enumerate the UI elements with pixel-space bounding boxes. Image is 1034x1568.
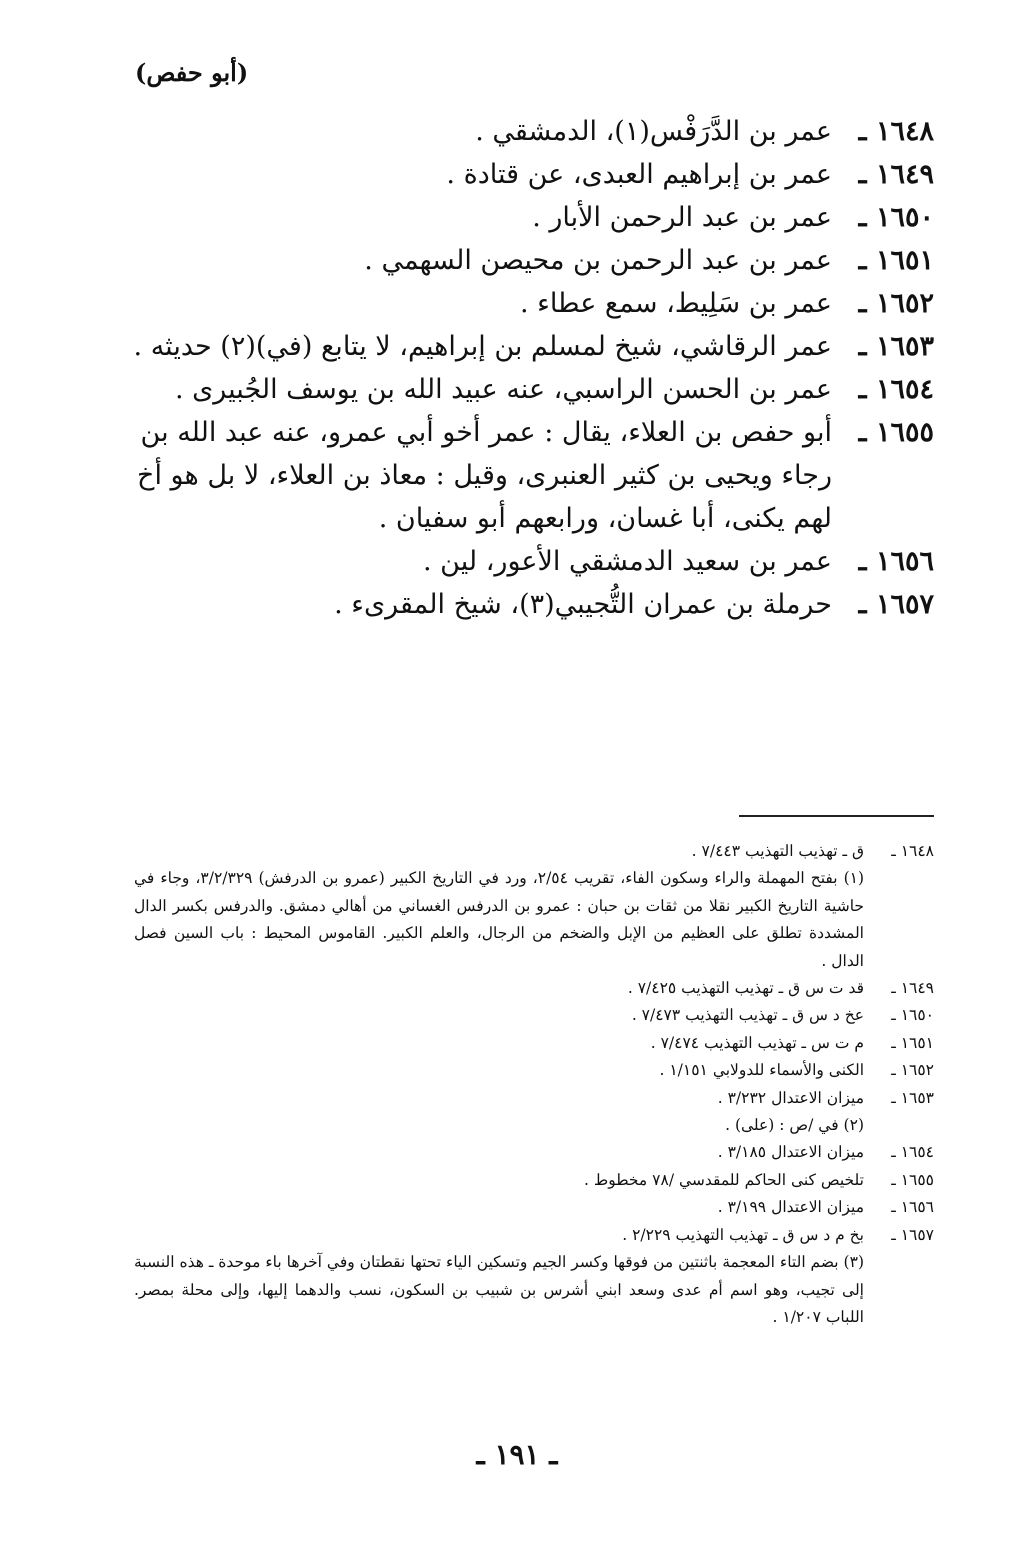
entry-1648 [134,110,934,153]
note-number: ١٦٤٨ ـ [891,842,934,860]
note-number: ١٦٥٦ ـ [891,1198,934,1217]
entry-number: ١٦٥٥ ـ [858,417,934,448]
note-number: ١٦٥٠ ـ [891,1006,934,1025]
note-1654 [134,1139,934,1166]
note-number: ١٦٥٤ ـ [891,1143,934,1162]
note-text: بخ م د س ق ـ تهذيب التهذيب ٢/٢٢٩ . [622,1225,864,1244]
entry-number: ١٦٤٩ ـ [858,159,934,190]
footnote-divider [739,815,934,817]
note-1655 [134,1167,934,1194]
entry-number: ١٦٥٧ ـ [858,589,934,620]
entry-number: ١٦٥٦ ـ [858,546,934,577]
entry-text: عمر بن عبد الرحمن الأبار . [532,202,832,233]
entry-1652 [134,282,934,325]
note-number: ١٦٥٣ ـ [891,1088,934,1107]
entry-number: ١٦٥٤ ـ [858,374,934,405]
entry-1651 [134,239,934,282]
note-number: ١٦٤٩ ـ [891,979,934,998]
entry-number: ١٦٥٢ ـ [858,288,934,319]
note-1650 [134,1002,934,1029]
note-1653 [134,1085,934,1112]
footnote-2: (٢) في /ص : (على) . [725,1116,864,1135]
entry-text: أبو حفص بن العلاء، يقال : عمر أخو أبي عمرو، عنه عبد الله بن رجاء ويحيى بن كثير العنبرى، وقيل : معاذ بن العلاء، لا بل هو أخ لهم يكنى، أبا غسان، ورابعهم أبو سفيان . [137,417,832,534]
footnotes [134,838,934,1331]
entry-text: حرملة بن عمران التُّجيبي(٣)، شيخ المقرىء . [334,589,832,620]
note-text: م ت س ـ تهذيب التهذيب ٧/٤٧٤ . [650,1033,864,1052]
note-text: الكنى والأسماء للدولابي ١/١٥١ . [659,1061,864,1080]
entry-text: عمر بن إبراهيم العبدى، عن قتادة . [446,159,832,190]
note-text: ميزان الاعتدال ٣/٢٣٢ . [717,1088,864,1107]
note-text: تلخيص كنى الحاكم للمقدسي /٧٨ مخطوط . [584,1170,864,1189]
note-text: ميزان الاعتدال ٣/١٩٩ . [717,1198,864,1217]
entry-text: عمر بن سعيد الدمشقي الأعور، لين . [423,546,832,577]
note-1657 [134,1222,934,1249]
entry-number: ١٦٤٨ ـ [858,116,934,147]
entry-text: عمر الرقاشي، شيخ لمسلم بن إبراهيم، لا يتابع (في)(٢) حديثه . [133,331,832,362]
note-1651 [134,1030,934,1057]
entry-1657 [134,583,934,626]
footnote-3: (٣) بضم التاء المعجمة باثنتين من فوقها وكسر الجيم وتسكين الياء تحتها نقطتان وفي آخرها باء موحدة ـ هذه النسبة إلى تجيب، وهو اسم أم عدى وسعد ابني أشرس بن شبيب بن السكون، نسب والدهما إليها، وإلى محلة بمصر. اللباب ١/٢٠٧ . [134,1253,864,1326]
entry-text: عمر بن الحسن الراسبي، عنه عبيد الله بن يوسف الجُبيرى . [174,374,832,405]
entry-1650 [134,196,934,239]
note-number: ١٦٥١ ـ [891,1033,934,1052]
entry-text: عمر بن سَلِيط، سمع عطاء . [519,288,832,319]
note-number: ١٦٥٧ ـ [891,1225,934,1244]
entry-1656 [134,540,934,583]
entry-1653 [134,325,934,368]
note-text: عخ د س ق ـ تهذيب التهذيب ٧/٤٧٣ . [631,1006,864,1025]
entry-number: ١٦٥٣ ـ [858,331,934,362]
note-1649 [134,975,934,1002]
entry-number: ١٦٥١ ـ [858,245,934,276]
entries-list [134,110,934,626]
entry-text: عمر بن عبد الرحمن بن محيصن السهمي . [364,245,832,276]
note-1656 [134,1194,934,1221]
entry-1655 [134,411,934,540]
entry-text: عمر بن الدَّرَفْس(١)، الدمشقي . [475,116,832,147]
note-1652 [134,1057,934,1084]
entry-1654 [134,368,934,411]
note-text: ميزان الاعتدال ٣/١٨٥ . [717,1143,864,1162]
note-1648 [134,838,934,865]
footnote-1: (١) بفتح المهملة والراء وسكون الفاء، تقريب ٢/٥٤، ورد في التاريخ الكبير (عمرو بن الدرفش) ٣/٢/٣٢٩، وجاء في حاشية التاريخ الكبير نقلا من ثقات بن حبان : عمرو بن الدرفس الغساني من أهالي دمشق. والدرفس بكسر الدال المشددة تطلق على العظيم من الإبل والضخم من الرجال، والعلم الكبير. القاموس المحيط : باب السين فصل الدال . [134,869,865,970]
note-number: ١٦٥٢ ـ [891,1061,934,1080]
running-header: (أبو حفص) [135,58,249,87]
entry-1649 [134,153,934,196]
page-number: ـ ١٩١ ـ [476,1438,558,1471]
note-text: قد ت س ق ـ تهذيب التهذيب ٧/٤٢٥ . [627,979,864,998]
note-text: ق ـ تهذيب التهذيب ٧/٤٤٣ . [691,842,864,860]
entry-number: ١٦٥٠ ـ [858,202,934,233]
note-number: ١٦٥٥ ـ [891,1170,934,1189]
